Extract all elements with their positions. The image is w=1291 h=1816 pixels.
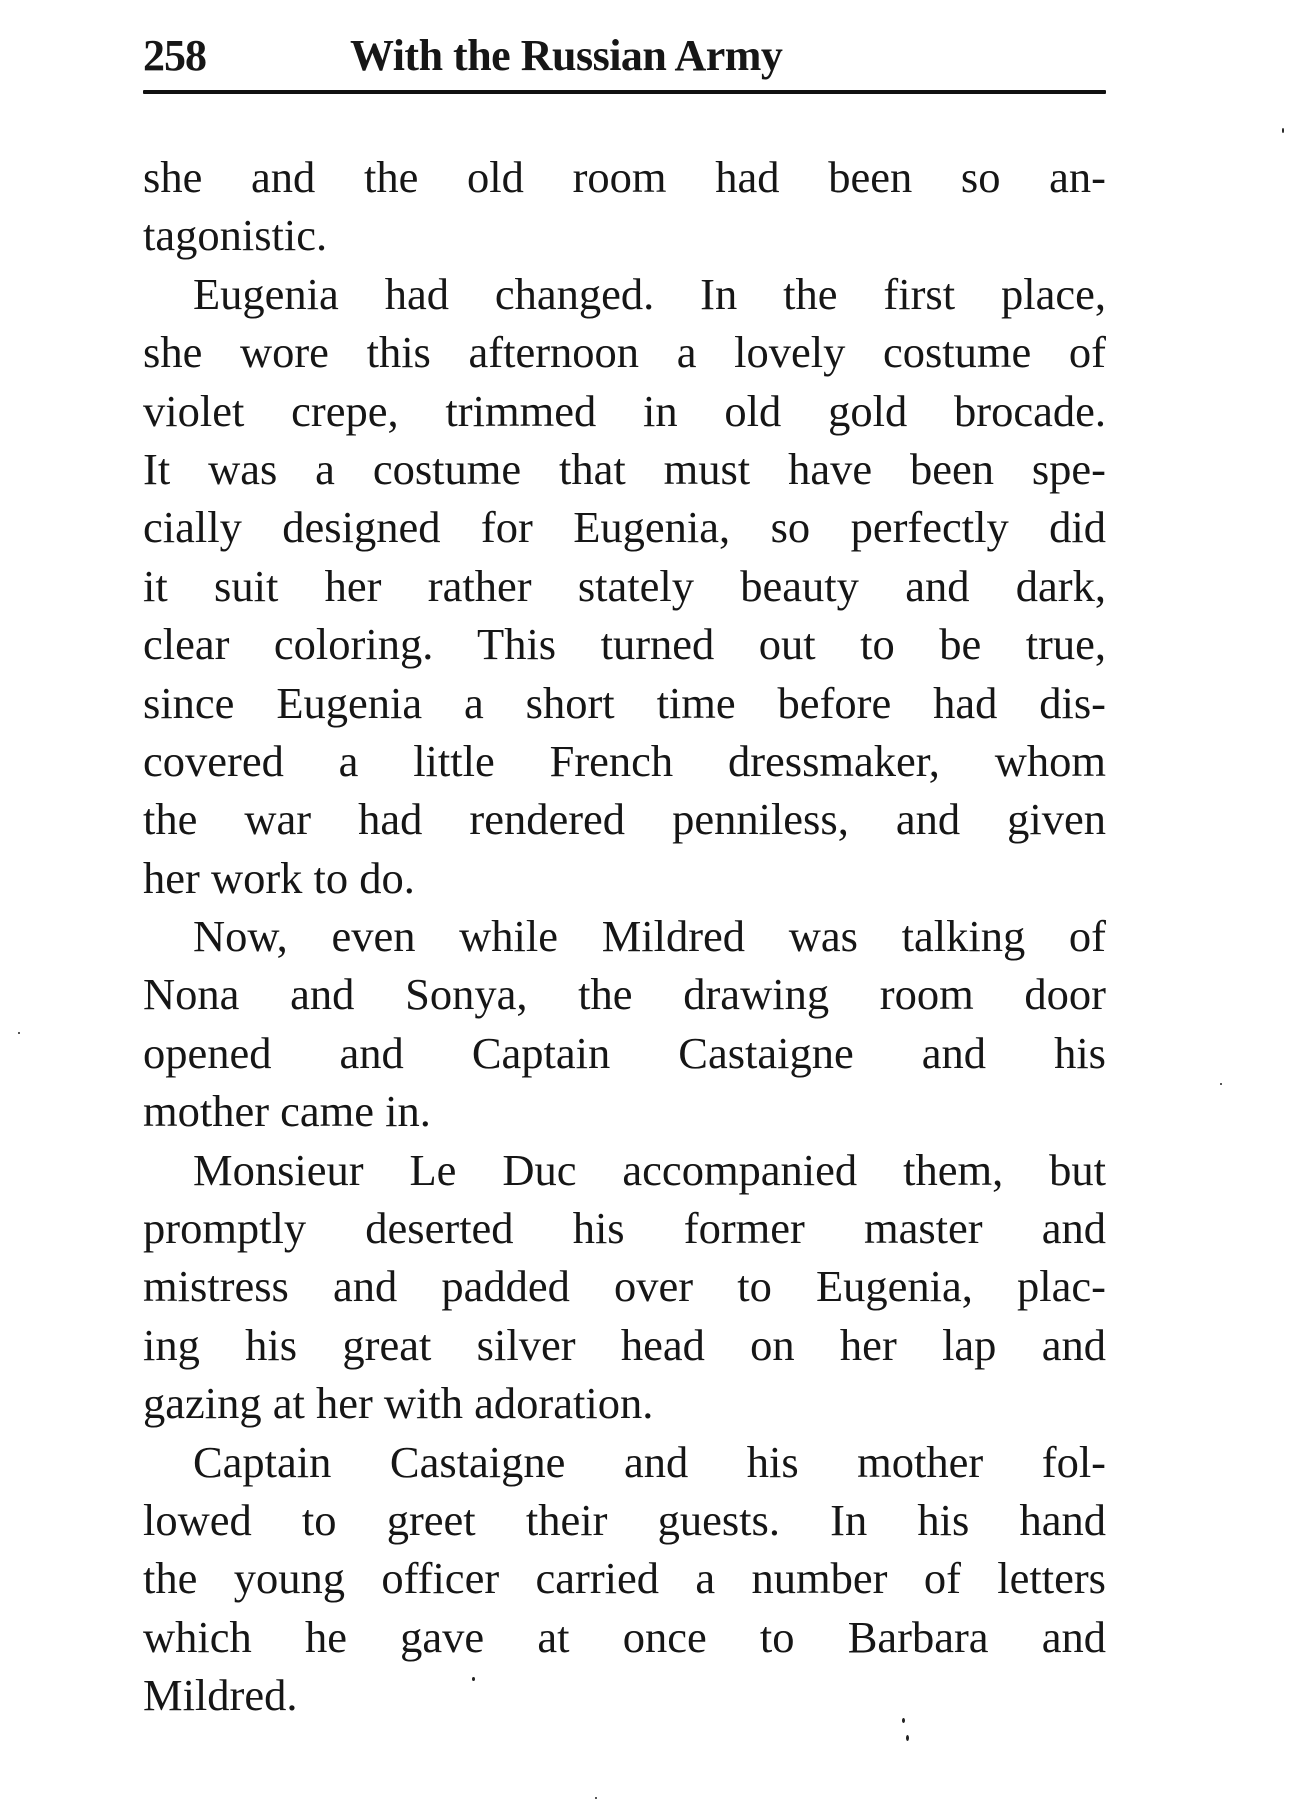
scan-speck (1220, 1083, 1222, 1085)
text-line: It was a costume that must have been spe- (143, 443, 1106, 494)
text-line: gazing at her with adoration. (143, 1378, 654, 1429)
text-line: covered a little French dressmaker, whom (143, 735, 1106, 786)
text-line: Now, even while Mildred was talking of (193, 911, 1106, 962)
text-line: Captain Castaigne and his mother fol- (193, 1436, 1106, 1487)
scan-speck (472, 1677, 475, 1681)
text-line: Mildred. (143, 1670, 298, 1721)
text-line: the young officer carried a number of letters (143, 1553, 1106, 1604)
scan-speck (595, 1797, 597, 1799)
text-line: the war had rendered penniless, and given (143, 794, 1106, 845)
text-line: since Eugenia a short time before had dis- (143, 677, 1106, 728)
scan-speck (18, 1032, 20, 1034)
text-line: promptly deserted his former master and (143, 1203, 1106, 1254)
text-line: lowed to greet their guests. In his hand (143, 1494, 1106, 1545)
text-line: Monsieur Le Duc accompanied them, but (193, 1144, 1106, 1195)
header-rule (143, 90, 1106, 94)
text-line: it suit her rather stately beauty and dark, (143, 560, 1106, 611)
text-line: clear coloring. This turned out to be true, (143, 619, 1106, 670)
text-line: ing his great silver head on her lap and (143, 1319, 1106, 1370)
text-line: cially designed for Eugenia, so perfectly did (143, 502, 1106, 553)
running-title: With the Russian Army (350, 31, 783, 80)
text-line: tagonistic. (143, 210, 328, 261)
text-line: opened and Captain Castaigne and his (143, 1027, 1106, 1078)
page-number: 258 (143, 31, 206, 80)
text-line: she wore this afternoon a lovely costume of (143, 327, 1106, 378)
text-line: which he gave at once to Barbara and (143, 1611, 1106, 1662)
page-header (143, 26, 1106, 96)
text-line: her work to do. (143, 852, 415, 903)
text-line: mistress and padded over to Eugenia, plac- (143, 1261, 1106, 1312)
body-text (143, 148, 1106, 1725)
text-line: Eugenia had changed. In the first place, (193, 268, 1106, 319)
text-line: mother came in. (143, 1086, 431, 1137)
scan-speck (906, 1735, 909, 1741)
text-line: she and the old room had been so an- (143, 152, 1106, 202)
text-line: violet crepe, trimmed in old gold brocade. (143, 385, 1106, 436)
scan-speck (1282, 128, 1284, 133)
scan-speck (902, 1718, 905, 1723)
text-line: Nona and Sonya, the drawing room door (143, 969, 1106, 1020)
